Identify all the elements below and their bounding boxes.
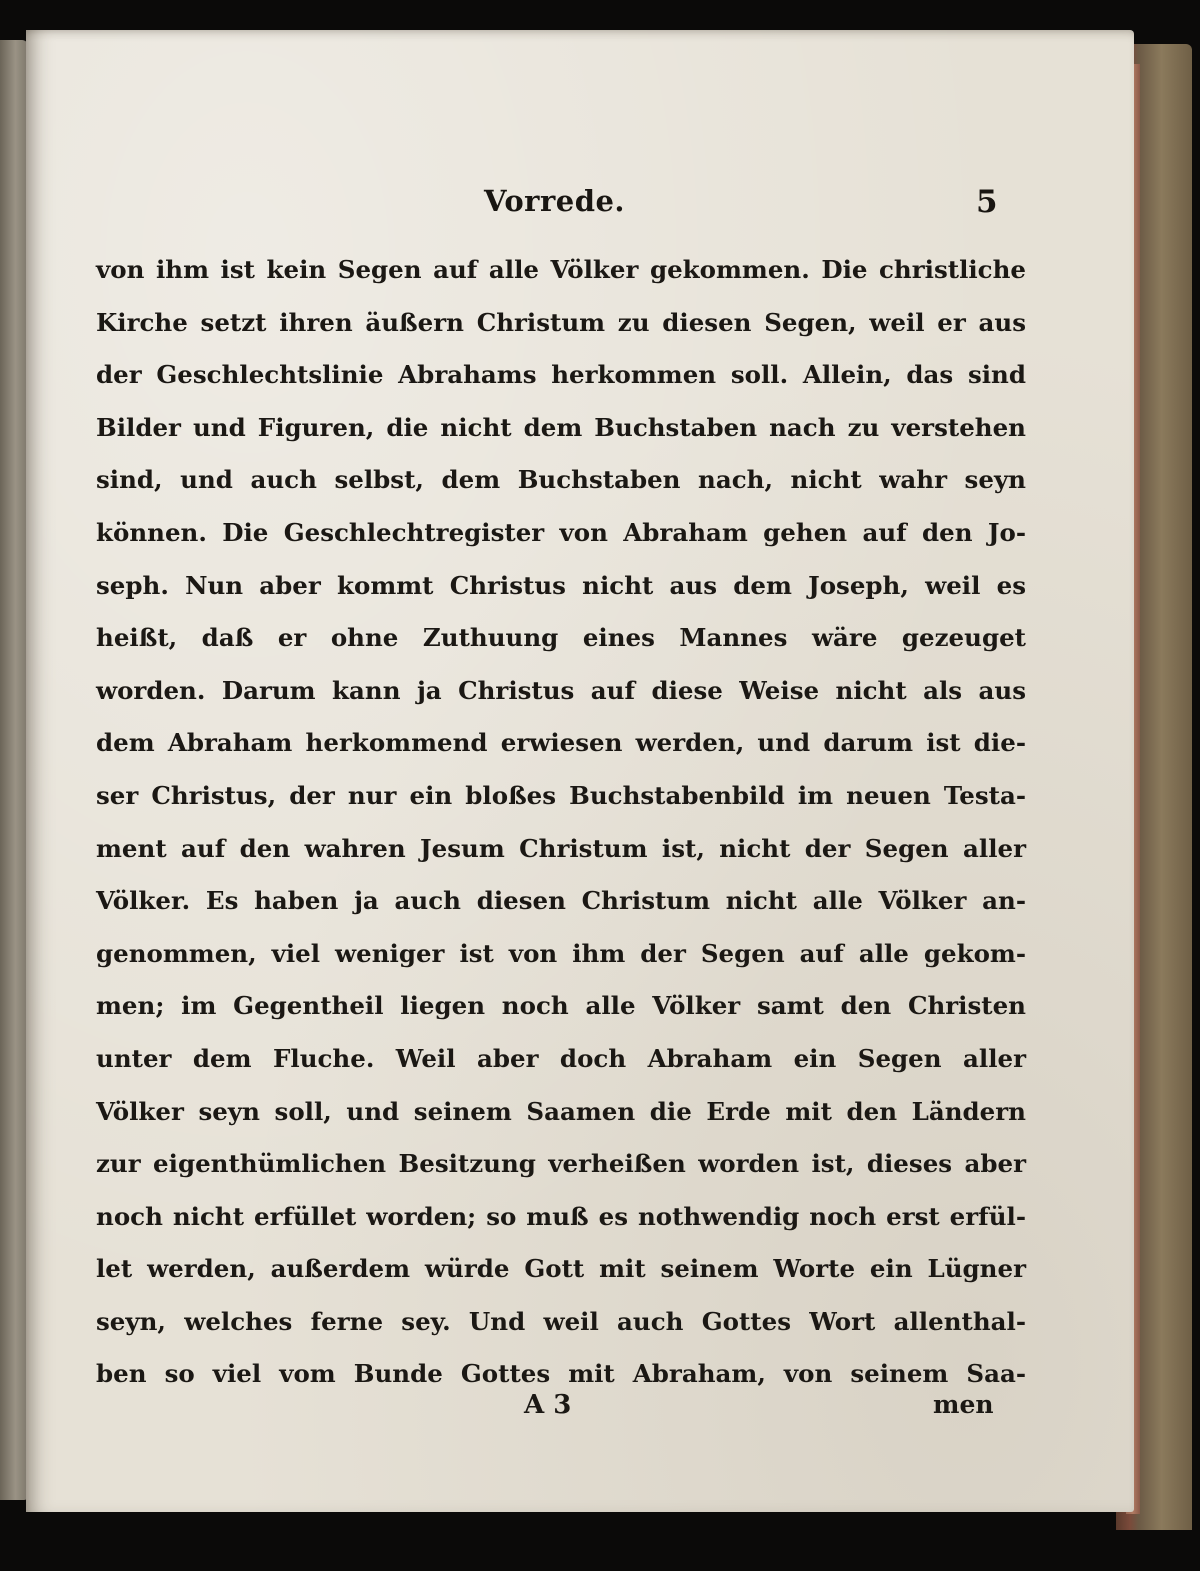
- text-line: heißt, daß er ohne Zuthuung eines Mannes wäre gezeuget: [96, 623, 1026, 653]
- page-footer: [26, 1390, 1134, 1430]
- text-line: zur eigenthümlichen Besitzung verheißen worden ist, dieses aber: [96, 1149, 1026, 1179]
- text-line: von ihm ist kein Segen auf alle Völker gekommen. Die christliche: [96, 255, 1026, 284]
- text-line: Völker. Es haben ja auch diesen Christum nicht alle Völker an-: [96, 886, 1026, 916]
- text-line: ment auf den wahren Jesum Christum ist, nicht der Segen aller: [96, 833, 1026, 863]
- text-line: men; im Gegentheil liegen noch alle Völker samt den Christen: [96, 991, 1026, 1021]
- left-page-edge: [0, 40, 28, 1500]
- book-page: [26, 30, 1134, 1512]
- text-line: dem Abraham herkommend erwiesen werden, und darum ist die-: [96, 728, 1026, 758]
- text-line: der Geschlechtslinie Abrahams herkommen soll. Allein, das sind: [96, 360, 1026, 390]
- page-header: [26, 184, 1134, 224]
- text-line: sind, und auch selbst, dem Buchstaben nach, nicht wahr seyn: [96, 465, 1026, 495]
- text-line: unter dem Fluche. Weil aber doch Abraham ein Segen aller: [96, 1043, 1026, 1073]
- text-line: worden. Darum kann ja Christus auf diese Weise nicht als aus: [96, 675, 1026, 705]
- text-line: Bilder und Figuren, die nicht dem Buchstaben nach zu verstehen: [96, 412, 1026, 442]
- catchword: men: [933, 1390, 994, 1419]
- text-line: ser Christus, der nur ein bloßes Buchstabenbild im neuen Testa-: [96, 780, 1026, 810]
- body-text: [96, 244, 1026, 1401]
- text-line: noch nicht erfüllet worden; so muß es nothwendig noch erst erfül-: [96, 1201, 1026, 1231]
- signature-mark: A 3: [524, 1390, 572, 1420]
- running-head: Vorrede.: [484, 184, 626, 218]
- text-line: seph. Nun aber kommt Christus nicht aus dem Joseph, weil es: [96, 570, 1026, 600]
- text-line: ben so viel vom Bunde Gottes mit Abraham, von seinem Saa-: [96, 1359, 1026, 1389]
- text-line: let werden, außerdem würde Gott mit seinem Worte ein Lügner: [96, 1254, 1026, 1284]
- text-line: können. Die Geschlechtregister von Abraham gehen auf den Jo-: [96, 517, 1026, 547]
- page-number: 5: [976, 184, 998, 220]
- text-line: Kirche setzt ihren äußern Christum zu diesen Segen, weil er aus: [96, 307, 1026, 337]
- text-line: genommen, viel weniger ist von ihm der Segen auf alle gekom-: [96, 938, 1026, 968]
- text-line: seyn, welches ferne sey. Und weil auch Gottes Wort allenthal-: [96, 1306, 1026, 1336]
- text-line: Völker seyn soll, und seinem Saamen die Erde mit den Ländern: [96, 1096, 1026, 1126]
